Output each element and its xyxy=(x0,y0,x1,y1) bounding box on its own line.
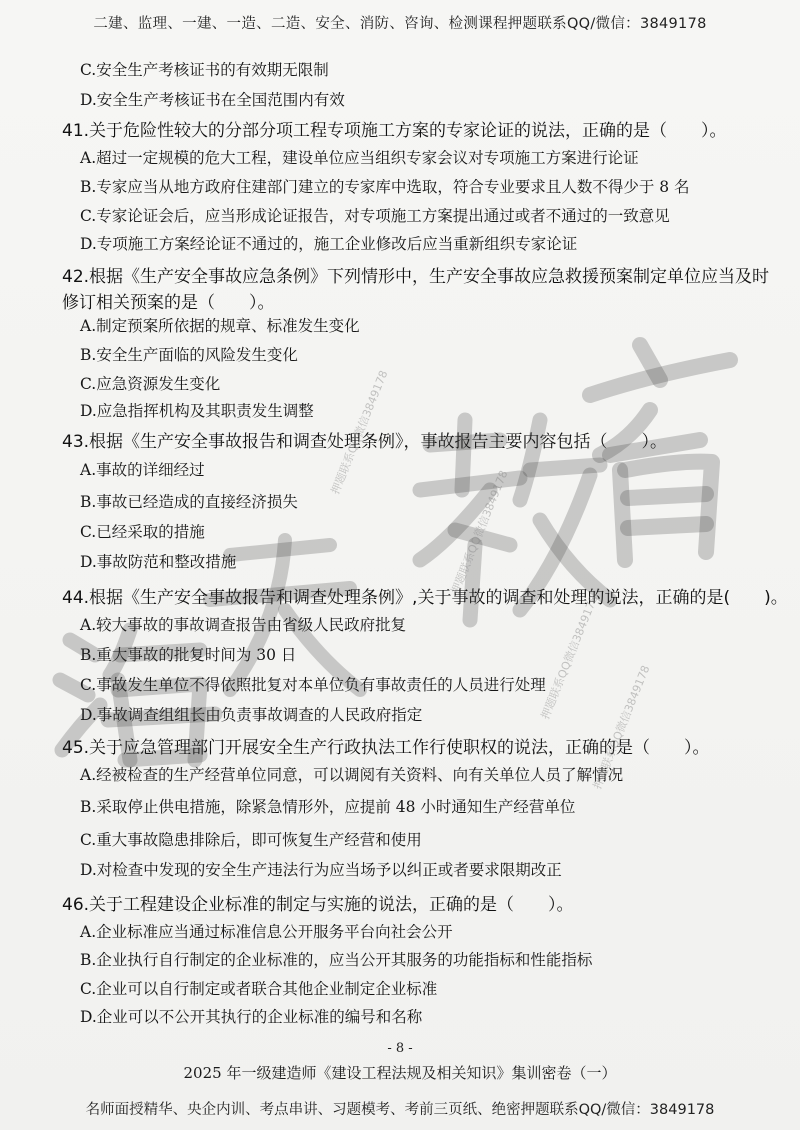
page-number: - 8 - xyxy=(387,1041,413,1056)
answer-option: B.事故已经造成的直接经济损失 xyxy=(80,493,298,511)
watermark-small-text-3: 押题联系QQ微信3849178 xyxy=(538,593,601,722)
question-stem-line: 43.根据《生产安全事故报告和调查处理条例》，事故报告主要内容包括（ ）。 xyxy=(62,432,668,452)
answer-option: D.安全生产考核证书在全国范围内有效 xyxy=(80,91,345,109)
answer-option: B.重大事故的批复时间为 30 日 xyxy=(80,646,297,664)
answer-option: D.事故防范和整改措施 xyxy=(80,553,237,571)
header-contact-banner: 二建、监理、一建、一造、二造、安全、消防、咨询、检测课程押题联系QQ/微信：3849178 xyxy=(93,16,707,32)
answer-option: C.安全生产考核证书的有效期无限制 xyxy=(80,61,329,79)
question-stem-line: 44.根据《生产安全事故报告和调查处理条例》,关于事故的调查和处理的说法，正确的是( )。 xyxy=(62,588,788,608)
answer-option: A.企业标准应当通过标准信息公开服务平台向社会公开 xyxy=(80,923,453,941)
answer-option: A.制定预案所依据的规章、标准发生变化 xyxy=(80,317,360,335)
answer-option: D.事故调查组组长由负责事故调查的人民政府指定 xyxy=(80,706,423,724)
answer-option: C.专家论证会后，应当形成论证报告，对专项施工方案提出通过或者不通过的一致意见 xyxy=(80,207,670,225)
answer-option: B.采取停止供电措施，除紧急情形外，应提前 48 小时通知生产经营单位 xyxy=(80,798,576,816)
answer-option: A.事故的详细经过 xyxy=(80,461,205,479)
answer-option: C.事故发生单位不得依照批复对本单位负有事故责任的人员进行处理 xyxy=(80,676,546,694)
footer-contact-banner: 名师面授精华、央企内训、考点串讲、习题模考、考前三页纸、绝密押题联系QQ/微信：3849178 xyxy=(85,1102,715,1118)
answer-option: B.安全生产面临的风险发生变化 xyxy=(80,346,298,364)
question-stem-line: 修订相关预案的是（ ）。 xyxy=(62,293,275,313)
question-stem-line: 41.关于危险性较大的分部分项工程专项施工方案的专家论证的说法，正确的是（ ）。 xyxy=(62,121,727,141)
answer-option: D.应急指挥机构及其职责发生调整 xyxy=(80,402,314,420)
answer-option: C.应急资源发生变化 xyxy=(80,375,221,393)
answer-option: A.较大事故的事故调查报告由省级人民政府批复 xyxy=(80,616,407,634)
answer-option: A.经被检查的生产经营单位同意，可以调阅有关资料、向有关单位人员了解情况 xyxy=(80,766,624,784)
watermark-small-text-4: 押题联系QQ微信3849178 xyxy=(590,663,653,792)
answer-option: C.已经采取的措施 xyxy=(80,523,205,541)
answer-option: B.专家应当从地方政府住建部门建立的专家库中选取，符合专业要求且人数不得少于 8 名 xyxy=(80,178,690,196)
answer-option: D.对检查中发现的安全生产违法行为应当场予以纠正或者要求限期改正 xyxy=(80,861,562,879)
watermark-small-text-2: 押题联系QQ微信3849178 xyxy=(448,468,511,597)
watermark-small-text-1: 押题联系QQ微信3849178 xyxy=(328,368,391,497)
answer-option: D.专项施工方案经论证不通过的，施工企业修改后应当重新组织专家论证 xyxy=(80,235,578,253)
answer-option: D.企业可以不公开其执行的企业标准的编号和名称 xyxy=(80,1008,423,1026)
answer-option: A.超过一定规模的危大工程，建设单位应当组织专家会议对专项施工方案进行论证 xyxy=(80,149,639,167)
answer-option: C.重大事故隐患排除后，即可恢复生产经营和使用 xyxy=(80,831,422,849)
answer-option: B.企业执行自行制定的企业标准的，应当公开其服务的功能指标和性能指标 xyxy=(80,951,593,969)
exam-title: 2025 年一级建造师《建设工程法规及相关知识》集训密卷（一） xyxy=(183,1064,617,1082)
answer-option: C.企业可以自行制定或者联合其他企业制定企业标准 xyxy=(80,980,438,998)
question-stem-line: 42.根据《生产安全事故应急条例》下列情形中，生产安全事故应急救援预案制定单位应当及时 xyxy=(62,267,770,287)
question-stem-line: 45.关于应急管理部门开展安全生产行政执法工作行使职权的说法，正确的是（ ）。 xyxy=(62,738,710,758)
question-stem-line: 46.关于工程建设企业标准的制定与实施的说法，正确的是（ ）。 xyxy=(62,895,574,915)
